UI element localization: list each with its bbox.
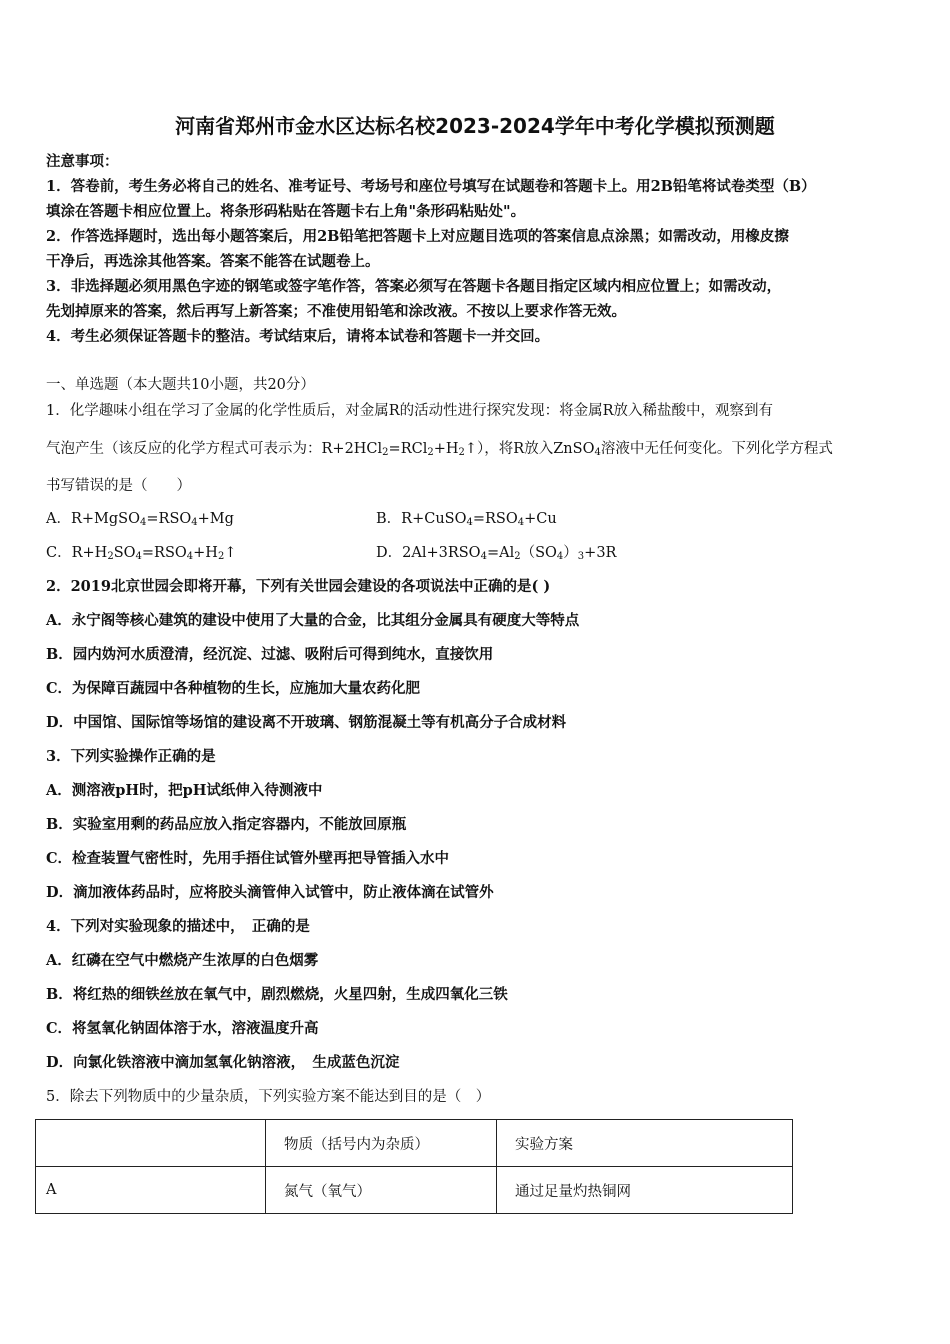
table-header-cell: 物质（括号内为杂质） bbox=[266, 1120, 497, 1167]
question-1-option-a: A．$R+MgSO_4=RSO_4+Mg$ bbox=[46, 511, 234, 528]
notice-line: 先划掉原来的答案，然后再写上新答案；不准使用铅笔和涂改液。不按以上要求作答无效。 bbox=[46, 303, 626, 320]
table-header-row bbox=[36, 1120, 793, 1167]
question-3-option: B．实验室用剩的药品应放入指定容器内，不能放回原瓶 bbox=[46, 816, 407, 833]
table-header-cell bbox=[36, 1120, 266, 1167]
question-1-line-2: 气泡产生（该反应的化学方程式可表示为：$R+2HCl_2=RCl_2+H_2↑$），将R放入ZnSO$_4$溶液中无任何变化。下列化学方程式 bbox=[46, 441, 833, 458]
table-cell: A bbox=[36, 1167, 266, 1214]
question-3-option: D．滴加液体药品时，应将胶头滴管伸入试管中，防止液体滴在试管外 bbox=[46, 884, 494, 901]
question-2-stem: 2．2019北京世园会即将开幕，下列有关世园会建设的各项说法中正确的是( ) bbox=[46, 578, 551, 595]
question-4-option: B．将红热的细铁丝放在氧气中，剧烈燃烧，火星四射，生成四氧化三铁 bbox=[46, 986, 508, 1003]
question-2-option: C．为保障百蔬园中各种植物的生长，应施加大量农药化肥 bbox=[46, 680, 421, 697]
notice-line: 3．非选择题必须用黑色字迹的钢笔或签字笔作答，答案必须写在答题卡各题目指定区域内相应位置上；如需改动， bbox=[46, 278, 782, 295]
question-3-option: C．检查装置气密性时，先用手捂住试管外壁再把导管插入水中 bbox=[46, 850, 450, 867]
notice-heading: 注意事项： bbox=[46, 153, 119, 170]
question-1-line-1: 1．化学趣味小组在学习了金属的化学性质后，对金属R的活动性进行探究发现：将金属R放入稀盐酸中，观察到有 bbox=[46, 403, 774, 419]
table-cell: 氮气（氧气） bbox=[266, 1167, 497, 1214]
question-4-option: C．将氢氧化钠固体溶于水，溶液温度升高 bbox=[46, 1020, 319, 1037]
page-title: 河南省郑州市金水区达标名校2023-2024学年中考化学模拟预测题 bbox=[175, 114, 775, 138]
notice-line: 4．考生必须保证答题卡的整洁。考试结束后，请将本试卷和答题卡一并交回。 bbox=[46, 328, 550, 345]
question-5-stem: 5．除去下列物质中的少量杂质，下列实验方案不能达到目的是（ ） bbox=[46, 1089, 491, 1105]
question-2-option: D．中国馆、国际馆等场馆的建设离不开玻璃、钢筋混凝土等有机高分子合成材料 bbox=[46, 714, 567, 731]
question-1-line-3: 书写错误的是（ ） bbox=[46, 478, 191, 494]
notice-line: 1．答卷前，考生务必将自己的姓名、准考证号、考场号和座位号填写在试题卷和答题卡上。用2B铅笔将试卷类型（B） bbox=[46, 178, 816, 195]
question-5-table bbox=[35, 1119, 793, 1214]
section-heading: 一、单选题（本大题共10小题，共20分） bbox=[46, 377, 315, 393]
question-4-option: D．向氯化铁溶液中滴加氢氧化钠溶液， 生成蓝色沉淀 bbox=[46, 1054, 400, 1071]
table-row bbox=[36, 1167, 793, 1214]
notice-line: 2．作答选择题时，选出每小题答案后，用2B铅笔把答题卡上对应题目选项的答案信息点涂黑；如需改动，用橡皮擦 bbox=[46, 228, 789, 245]
question-1-option-c: C．$R+H_2SO_4=RSO_4+H_2↑$ bbox=[46, 545, 237, 562]
notice-line: 填涂在答题卡相应位置上。将条形码粘贴在答题卡右上角"条形码粘贴处"。 bbox=[46, 203, 526, 220]
table-header-cell: 实验方案 bbox=[497, 1120, 793, 1167]
question-4-stem: 4．下列对实验现象的描述中， 正确的是 bbox=[46, 918, 310, 935]
question-1-option-b: B．$R+CuSO_4=RSO_4+Cu$ bbox=[376, 511, 557, 528]
table-cell: 通过足量灼热铜网 bbox=[497, 1167, 793, 1214]
question-2-option: A．永宁阁等核心建筑的建设中使用了大量的合金，比其组分金属具有硬度大等特点 bbox=[46, 612, 580, 629]
question-3-stem: 3．下列实验操作正确的是 bbox=[46, 748, 216, 765]
question-2-option: B．园内妫河水质澄清，经沉淀、过滤、吸附后可得到纯水，直接饮用 bbox=[46, 646, 494, 663]
notice-line: 干净后，再选涂其他答案。答案不能答在试题卷上。 bbox=[46, 253, 380, 270]
question-3-option: A．测溶液pH时，把pH试纸伸入待测液中 bbox=[46, 782, 323, 799]
question-1-option-d: D．$2Al+3RSO_4=Al_2(SO_4)_3+3R$ bbox=[376, 545, 617, 562]
question-4-option: A．红磷在空气中燃烧产生浓厚的白色烟雾 bbox=[46, 952, 319, 969]
